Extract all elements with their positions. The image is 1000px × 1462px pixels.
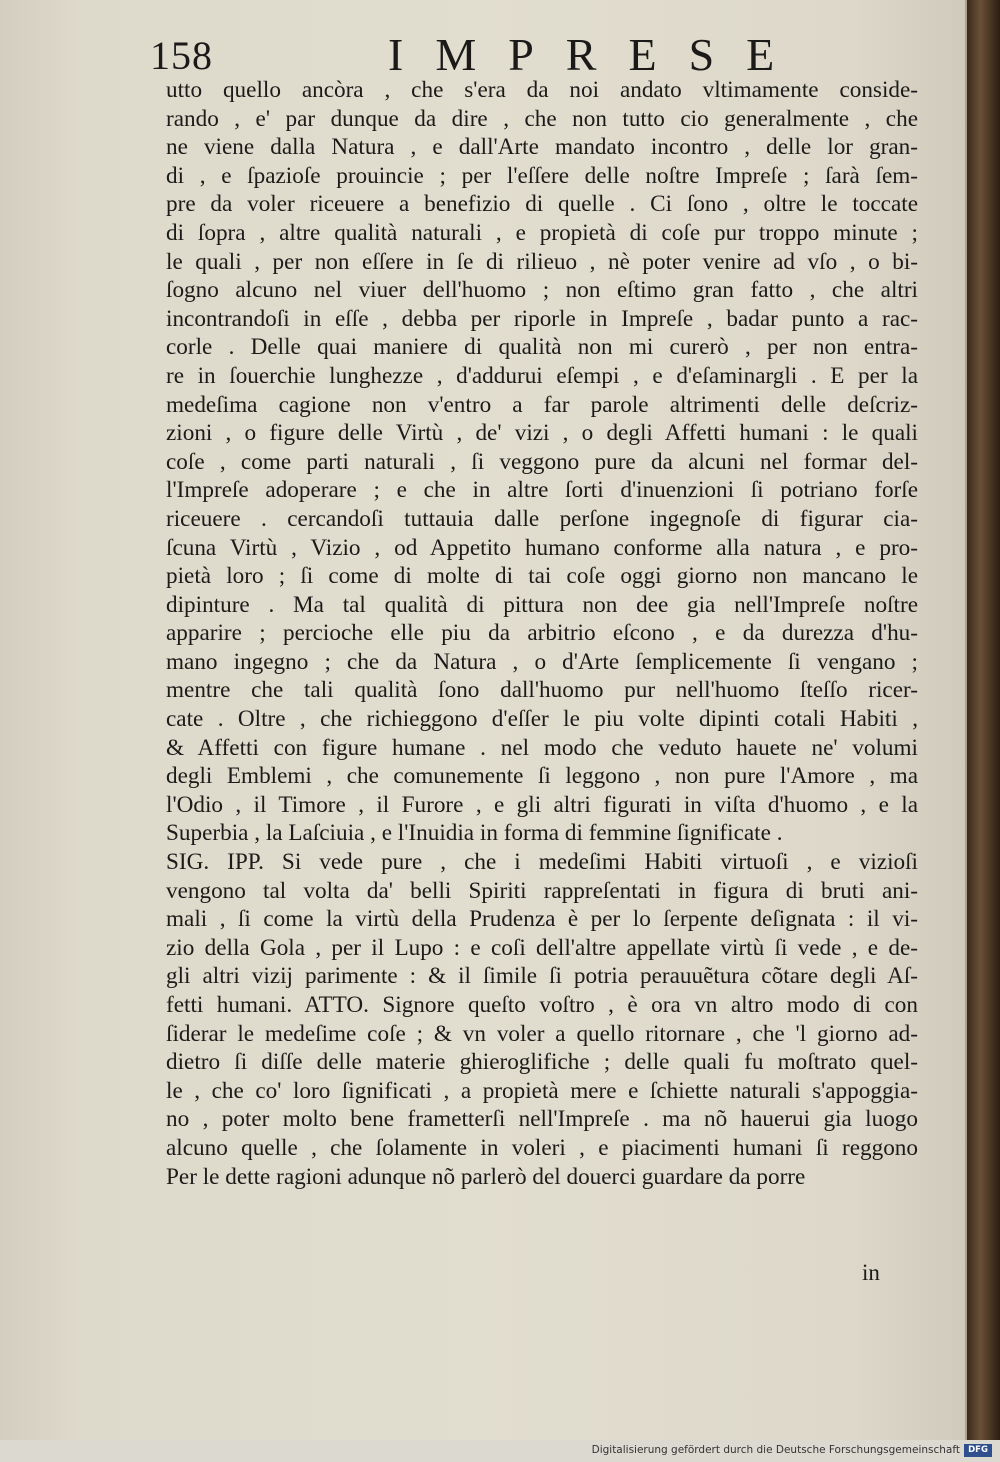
- page-number: 158: [150, 33, 213, 78]
- text-line: l'Impreſe adoperare ; e che in altre ſorti d'inuenzioni ſi potriano forſe: [166, 477, 918, 504]
- text-line: di , e ſpazioſe prouincie ; per l'eſſere delle noſtre Impreſe ; ſarà ſem-: [166, 162, 918, 189]
- text-line: gli altri vizij parimente : & il ſimile ſi potria perauuẽtura cõtare degli Aſ-: [166, 963, 918, 990]
- text-line: l'Odio , il Timore , il Furore , e gli altri figurati in viſta d'huomo , e la: [166, 791, 918, 818]
- text-line: zioni , o figure delle Virtù , de' vizi , o degli Affetti humani : le quali: [166, 420, 918, 447]
- running-head: [150, 28, 910, 78]
- book-spine: [967, 0, 1000, 1440]
- text-line: Superbia , la Laſciuia , e l'Inuidia in forma di femmine ſignificate .: [166, 820, 783, 847]
- text-line: & Affetti con figure humane . nel modo che veduto hauete ne' volumi: [166, 734, 918, 761]
- text-line: corle . Delle quai maniere di qualità non mi curerò , per non entra-: [166, 334, 918, 361]
- text-line: di ſopra , altre qualità naturali , e propietà di coſe pur troppo minute ;: [166, 219, 918, 246]
- text-line: apparire ; percioche elle piu da arbitrio eſcono , e da durezza d'hu-: [166, 620, 918, 647]
- catchword: in: [862, 1260, 880, 1285]
- text-line: utto quello ancòra , che s'era da noi andato vltimamente conside-: [166, 77, 918, 103]
- running-title: IMPRESE: [388, 29, 807, 80]
- text-line: pietà loro ; ſi come di molte di tai coſe oggi giorno non mancano le: [166, 563, 918, 590]
- text-line: Per le dette ragioni adunque nõ parlerò del douerci guardare da porre: [166, 1163, 806, 1190]
- text-line: cate . Oltre , che richieggono d'eſſer le piu volte dipinti cotali Habiti ,: [166, 706, 918, 733]
- text-line: le quali , per non eſſere in ſe di rilieuo , nè poter venire ad vſo , o bi-: [166, 248, 918, 275]
- funding-credit: Digitalisierung gefördert durch die Deutsche Forschungsgemeinschaft: [591, 1444, 960, 1456]
- text-line: ne viene dalla Natura , e dall'Arte mandato incontro , delle lor gran-: [166, 134, 918, 161]
- text-line: rando , e' par dunque da dire , che non tutto cio generalmente , che: [166, 105, 918, 132]
- text-line: fetti humani. ATTO. Signore queſto voſtro , è ora vn altro modo di con: [166, 992, 918, 1018]
- text-line: alcuno quelle , che ſolamente in voleri , e piacimenti humani ſi reggono: [166, 1134, 918, 1161]
- text-line: vengono tal volta da' belli Spiriti rappreſentati in figura di bruti ani-: [166, 877, 918, 904]
- text-line: mali , ſi come la virtù della Prudenza è per lo ſerpente deſignata : il vi-: [166, 906, 918, 933]
- digitization-footer: [0, 1440, 1000, 1462]
- text-line: riceuere . cercandoſi tuttauia dalle perſone ingegnoſe di figurar cia-: [166, 505, 918, 532]
- text-line: pre da voler riceuere a benefizio di quelle . Ci ſono , oltre le toccate: [166, 191, 918, 218]
- text-line: ſogno alcuno nel viuer dell'huomo ; non eſtimo gran fatto , che altri: [166, 277, 918, 304]
- text-line: mentre che tali qualità ſono dall'huomo pur nell'huomo ſteſſo ricer-: [166, 677, 918, 704]
- text-line: medeſima cagione non v'entro a far parole altrimenti delle deſcriz-: [166, 391, 918, 418]
- text-line: degli Emblemi , che comunemente ſi leggono , non pure l'Amore , ma: [166, 763, 918, 790]
- text-line: dietro ſi diſſe delle materie ghieroglifiche ; delle quali fu moſtrato quel-: [166, 1049, 918, 1076]
- text-line: ſiderar le medeſime coſe ; & vn voler a quello ritornare , che 'l giorno ad-: [166, 1020, 918, 1047]
- text-line: le , che co' loro ſignificati , a propietà mere e ſchiette naturali s'appoggia-: [166, 1077, 918, 1104]
- text-line: coſe , come parti naturali , ſi veggono pure da alcuni nel formar del-: [166, 448, 918, 475]
- text-line: mano ingegno ; che da Natura , o d'Arte ſemplicemente ſi vengano ;: [166, 648, 918, 675]
- text-line: zio della Gola , per il Lupo : e coſi dell'altre appellate virtù ſi vede , e de-: [166, 934, 918, 961]
- text-line: ſcuna Virtù , Vizio , od Appetito humano conforme alla natura , e pro-: [166, 534, 918, 561]
- dfg-logo: DFG: [964, 1444, 992, 1457]
- text-line: re in ſouerchie lunghezze , d'addurui eſempi , e d'eſaminargli . E per la: [166, 362, 918, 389]
- body-text: [166, 76, 918, 1191]
- text-line: dipinture . Ma tal qualità di pittura non dee gia nell'Impreſe noſtre: [166, 591, 918, 618]
- text-line: incontrandoſi in eſſe , debba per riporle in Impreſe , badar punto a rac-: [166, 305, 918, 332]
- text-line: no , poter molto bene frametterſi nell'Impreſe . ma nõ hauerui gia luogo: [166, 1106, 918, 1133]
- text-line: SIG. IPP. Si vede pure , che i medeſimi Habiti virtuoſi , e vizioſi: [166, 849, 918, 876]
